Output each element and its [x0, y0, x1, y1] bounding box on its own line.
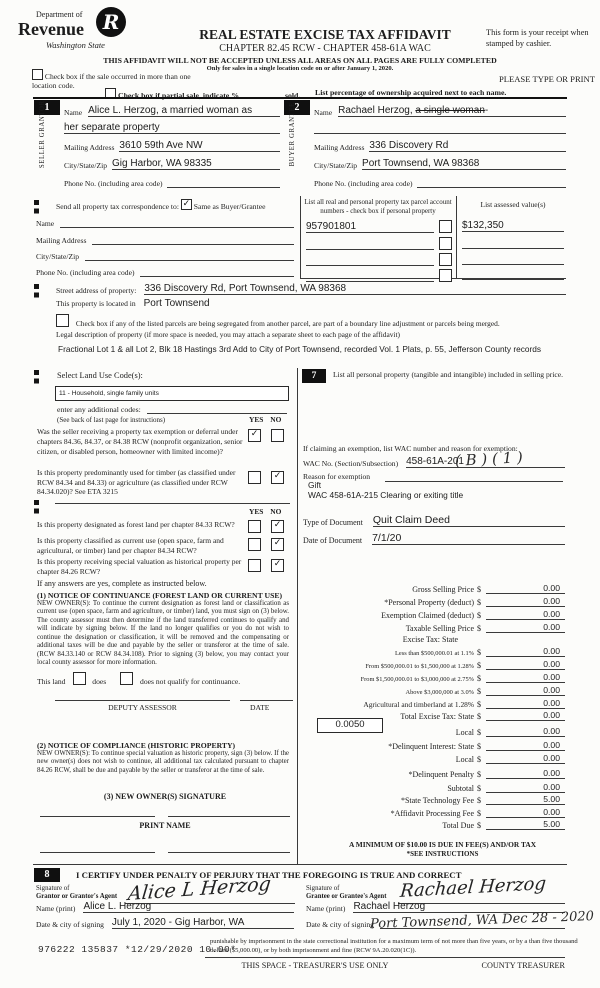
sig-label-line2: Grantor or Grantor's Agent	[36, 893, 118, 901]
street-address-row	[56, 283, 566, 295]
same-as-buyer-checkbox[interactable]	[181, 199, 192, 210]
yes-header-2: YES	[249, 507, 264, 516]
doc-type-field[interactable]: Quit Claim Deed	[373, 514, 565, 527]
q2-no-checkbox[interactable]	[271, 471, 284, 484]
tax-label: Excise Tax: State	[402, 635, 458, 645]
assessor-date-label: DATE	[250, 703, 270, 712]
please-type-label: PLEASE TYPE OR PRINT	[498, 74, 595, 84]
assessed-value-field-4[interactable]	[462, 268, 564, 280]
columns-bottom-divider	[33, 864, 567, 865]
tax-amount: 5.00	[543, 794, 560, 805]
tax-row-total-due: Total Due $ 5.00	[303, 818, 565, 831]
buyer-grantee-side-label: BUYER GRANTEE	[288, 102, 296, 167]
grantee-signature: Rachael Herzog	[399, 873, 547, 902]
tax-amount: 0.00	[543, 671, 560, 682]
buyer-name-dash: -	[484, 105, 489, 116]
grantor-date-field[interactable]: July 1, 2020 - Gig Harbor, WA	[112, 917, 294, 929]
form-subtitle: CHAPTER 82.45 RCW - CHAPTER 458-61A WAC	[219, 43, 431, 54]
tax-row-gross: Gross Selling Price $ 0.00	[303, 581, 565, 594]
tax-row-taxable: Taxable Selling Price $ 0.00	[303, 620, 565, 633]
tax-label: *Affidavit Processing Fee	[390, 808, 474, 818]
ownership-label: List percentage of ownership acquired next to each name.	[315, 88, 507, 97]
doc-date-field[interactable]: 7/1/20	[372, 532, 565, 545]
county-treasurer-label: COUNTY TREASURER	[481, 961, 565, 970]
tax-amount-field[interactable]	[486, 726, 565, 737]
tax-amount-field[interactable]	[486, 740, 565, 751]
notice2-title: (2) NOTICE OF COMPLIANCE (HISTORIC PROPERTY)	[37, 741, 236, 750]
correspondence-phone-field[interactable]	[140, 265, 294, 277]
grantee-date-label: Date & city of signing	[306, 920, 374, 929]
yes-header: YES	[249, 415, 264, 424]
correspondence-name-field[interactable]	[60, 216, 294, 228]
assessed-rows	[462, 214, 564, 280]
question-tax-exemption-boxes	[248, 428, 284, 446]
assessor-date-line[interactable]	[240, 700, 293, 701]
multi-location-label: Check box if the sale occurred in more than one location code.	[32, 72, 191, 91]
tax-row-personal: *Personal Property (deduct) $ 0.00	[303, 594, 565, 607]
seller-city-label: City/State/Zip	[64, 161, 108, 170]
see-back-note: (See back of last page for instructions)	[57, 416, 166, 424]
additional-codes-label: enter any additional codes:	[57, 405, 141, 414]
section-1-number: 1	[34, 100, 60, 115]
tax-amount-field[interactable]	[486, 794, 565, 805]
tax-label: Above $3,000,000 at 3.0%	[405, 688, 474, 696]
seller-city-field[interactable]: Gig Harbor, WA 98335	[112, 158, 280, 170]
seller-phone-field[interactable]	[167, 176, 280, 188]
owner-signature-line-1[interactable]	[40, 816, 155, 817]
print-name-line-2[interactable]	[168, 852, 290, 853]
tax-row-exemption: Exemption Claimed (deduct) $ 0.00	[303, 607, 565, 620]
section-4-marker	[34, 284, 39, 300]
local-rate-box[interactable]: 0.0050	[317, 718, 383, 733]
tax-amount-field[interactable]	[486, 609, 565, 620]
street-address-label: Street address of property:	[56, 286, 137, 295]
buyer-mailing-field[interactable]: 336 Discovery Rd	[369, 140, 566, 152]
tax-amount-field[interactable]	[486, 659, 565, 670]
revenue-logo-icon	[96, 7, 126, 37]
tax-label: Local	[455, 727, 474, 737]
parcel-personal-checkbox-3[interactable]	[439, 253, 452, 266]
does-label: does	[92, 677, 107, 686]
tax-label: Agricultural and timberland at 1.28%	[363, 699, 474, 709]
tax-amount-field[interactable]	[486, 753, 565, 764]
additional-codes-row	[57, 402, 287, 414]
wac-number-field[interactable]: 458-61A-201	[406, 456, 565, 468]
grantor-signature: Alice L Herzog	[127, 872, 272, 906]
tax-amount-field[interactable]	[486, 698, 565, 709]
sold-label: sold.	[284, 91, 301, 100]
logo-state-text: Washington State	[46, 40, 105, 50]
grantee-name-print-label: Name (print)	[306, 904, 346, 913]
tax-amount: 0.00	[543, 608, 560, 619]
penalty-line1: punishable by imprisonment in the state correctional institution for a maximum term of not more than five years, or by a	[210, 938, 528, 945]
tax-amount-field[interactable]	[486, 819, 565, 830]
warning-line: THIS AFFIDAVIT WILL NOT BE ACCEPTED UNLESS ALL AREAS ON ALL PAGES ARE FULLY COMPLETED	[103, 56, 497, 65]
assessed-header: List assessed value(s)	[480, 200, 546, 209]
header-divider	[33, 97, 567, 99]
seller-name-field[interactable]: Alice L. Herzog, a married woman as	[88, 105, 280, 117]
parcel-personal-checkbox-1[interactable]	[439, 220, 452, 233]
print-name-line-1[interactable]	[40, 852, 155, 853]
no-header-2: NO	[270, 507, 282, 516]
parcel-number-field-3[interactable]	[306, 254, 434, 266]
grantor-sig-label	[36, 885, 117, 902]
tax-label: Local	[455, 755, 474, 765]
grantor-name-row	[36, 901, 294, 913]
parcel-number-field-4[interactable]	[306, 270, 434, 282]
owner-signature-line-2[interactable]	[168, 816, 290, 817]
tax-label: From $500,000.01 to $1,500,000 at 1.28%	[365, 662, 474, 670]
tax-amount: 0.00	[543, 595, 560, 606]
tax-amount: 0.00	[543, 645, 560, 656]
buyer-name-label: Name	[314, 108, 333, 117]
located-label: This property is located in	[56, 299, 136, 308]
correspondence-send-row	[56, 199, 265, 211]
reason-line[interactable]	[385, 481, 563, 482]
q4-no-checkbox[interactable]	[271, 538, 284, 551]
q5-yes-checkbox[interactable]	[248, 559, 261, 572]
tax-label: Subtotal	[447, 783, 474, 793]
yes-no-header-1	[249, 415, 281, 424]
segregated-row	[56, 314, 566, 328]
tax-amount-field[interactable]	[486, 583, 565, 594]
tax-label: *Personal Property (deduct)	[384, 597, 474, 607]
claiming-exemption-label: If claiming an exemption, list WAC number and reason for exemption:	[303, 444, 518, 453]
grantor-name-print-label: Name (print)	[36, 904, 76, 913]
no-header: NO	[270, 415, 282, 424]
tax-amount: 0.00	[543, 582, 560, 593]
notice1-title: (1) NOTICE OF CONTINUANCE (FOREST LAND OR CURRENT USE)	[37, 591, 283, 600]
tax-amount: 0.00	[543, 739, 560, 750]
land-use-select-label: Select Land Use Code(s):	[57, 371, 143, 380]
tax-label: Exemption Claimed (deduct)	[381, 610, 474, 620]
excise-tax-table	[303, 581, 565, 830]
q3-yes-checkbox[interactable]	[248, 520, 261, 533]
section-7-header: List all personal property (tangible and intangible) included in selling price.	[333, 370, 564, 379]
tax-label: From $1,500,000.01 to $3,000,000 at 2.75%	[360, 675, 474, 683]
tax-amount: 0.00	[543, 768, 560, 779]
assessed-value-field-2[interactable]	[462, 237, 564, 249]
tax-label: *Delinquent Penalty	[408, 770, 474, 780]
located-row	[56, 298, 210, 309]
tax-amount-field[interactable]	[486, 807, 565, 818]
tax-amount-field[interactable]	[486, 622, 565, 633]
buyer-city-field[interactable]: Port Townsend, WA 98368	[362, 158, 566, 170]
assessed-value-field-1[interactable]: $132,350	[462, 220, 564, 232]
buyer-phone-label: Phone No. (including area code)	[314, 179, 413, 188]
land-use-code-box[interactable]	[55, 386, 289, 401]
tax-row-delinquent-penalty: *Delinquent Penalty $ 0.00	[303, 764, 565, 779]
tax-row-processing-fee: *Affidavit Processing Fee $ 0.00	[303, 805, 565, 818]
buyer-city-label: City/State/Zip	[314, 161, 358, 170]
column-divider	[297, 368, 298, 864]
buyer-name-field[interactable]	[338, 105, 566, 117]
tax-label: *Delinquent Interest: State	[388, 741, 474, 751]
partial-sale-label: Check box if partial sale, indicate %	[117, 91, 240, 100]
land-does-not-checkbox[interactable]	[120, 672, 133, 685]
notice3-title: (3) NEW OWNER(S) SIGNATURE	[103, 792, 227, 801]
q2-yes-checkbox[interactable]	[248, 471, 261, 484]
correspondence-mailing-field[interactable]	[92, 233, 294, 245]
sig-label-line1: Signature of	[36, 885, 70, 892]
grantee-name-field[interactable]: Rachael Herzog	[353, 901, 565, 913]
sig-label-line2: Grantee or Grantee's Agent	[306, 893, 387, 901]
tax-amount: 0.00	[543, 658, 560, 669]
reason-exemption-label: Reason for exemption	[303, 472, 371, 481]
tax-row-delinquent-interest: *Delinquent Interest: State $ 0.00	[303, 737, 565, 751]
tax-row-total-state: Total Excise Tax: State $ 0.00	[303, 709, 565, 722]
tax-label: *State Technology Fee	[400, 796, 474, 806]
tax-amount-field[interactable]	[486, 672, 565, 683]
tax-label: Gross Selling Price	[412, 584, 474, 594]
receipt-note: This form is your receipt when stamped by cashier.	[486, 28, 589, 48]
does-not-label: does not qualify for continuance.	[140, 677, 241, 686]
tax-amount: 0.00	[543, 710, 560, 721]
question-forest-boxes	[248, 519, 284, 537]
parcel-rows	[306, 216, 452, 282]
if-any-yes-note: If any answers are yes, complete as instructed below.	[37, 579, 207, 588]
buyer-name-struck: a single woman	[415, 105, 485, 116]
tax-amount: 5.00	[543, 819, 560, 830]
tax-amount-field[interactable]	[486, 596, 565, 607]
tax-row-excise-header	[303, 633, 565, 645]
question-timber: Is this property predominantly used for timber (as classified under RCW 84.34 and 84.33) or agriculture (as classified under RCW 84.34.020)? See ETA 3215	[37, 468, 236, 497]
form-title: REAL ESTATE EXCISE TAX AFFIDAVIT	[199, 27, 451, 42]
tax-row-tier2: From $500,000.01 to $1,500,000 at 1.28% $ 0.00	[303, 657, 565, 670]
seller-grantor-side-label: SELLER GRANTOR	[38, 100, 46, 169]
reason-value-2[interactable]: WAC 458-61A-215 Clearing or exiting title	[308, 490, 464, 500]
tax-amount-field[interactable]	[486, 768, 565, 779]
grantor-date-row	[36, 917, 294, 929]
parcel-number-field-2[interactable]	[306, 238, 434, 250]
buyer-fields	[314, 101, 566, 188]
logo-revenue-text: Revenue	[18, 19, 84, 39]
tax-row-local: 0.0050 Local $ 0.00	[303, 721, 565, 737]
tax-amount: 0.00	[543, 725, 560, 736]
correspondence-name-label: Name	[36, 219, 55, 228]
parcel-personal-checkbox-2[interactable]	[439, 237, 452, 250]
section-7-number: 7	[302, 369, 326, 383]
section-2-number: 2	[284, 100, 310, 115]
correspondence-city-field[interactable]	[85, 249, 294, 261]
buyer-name-part1: Rachael Herzog,	[338, 105, 413, 116]
section-6-marker	[34, 500, 39, 516]
land-use-code-value: 11 - Household, single family units	[59, 390, 159, 397]
certify-statement: I CERTIFY UNDER PENALTY OF PERJURY THAT THE FOREGOING IS TRUE AND CORRECT	[76, 870, 462, 880]
q1-yes-checkbox[interactable]	[248, 429, 261, 442]
tax-row-agricultural: Agricultural and timberland at 1.28% $ 0.00	[303, 696, 565, 709]
minimum-due-note: A MINIMUM OF $10.00 IS DUE IN FEE(S) AND/OR TAX	[348, 840, 537, 849]
parcel-left-divider	[300, 196, 301, 278]
located-field[interactable]: Port Townsend	[143, 298, 210, 309]
legal-description-label: Legal description of property (if more space is needed, you may attach a separate sheet to each page of the affidavit)	[56, 330, 400, 339]
seller-phone-label: Phone No. (including area code)	[64, 179, 163, 188]
tax-row-tier4: Above $3,000,000 at 3.0% $ 0.00	[303, 683, 565, 696]
tax-label: Less than $500,000.01 at 1.1%	[395, 649, 474, 657]
seller-mailing-field[interactable]: 3610 59th Ave NW	[119, 140, 280, 152]
question-current-use: Is this property classified as current use (open space, farm and agricultural, or timber) land per chapter 84.34 RCW?	[37, 536, 224, 555]
tax-row-tech-fee: *State Technology Fee $ 5.00	[303, 793, 565, 806]
assessed-value-field-3[interactable]	[462, 253, 564, 265]
grantor-name-field[interactable]: Alice L. Herzog	[83, 901, 294, 913]
correspondence-mailing-label: Mailing Address	[36, 236, 87, 245]
doc-date-label: Date of Document	[303, 536, 363, 545]
deputy-assessor-label: DEPUTY ASSESSOR	[108, 703, 177, 712]
notice1-body: NEW OWNER(S): To continue the current designation as forest land or classification as current use (open space, farm and agriculture, or timber) land, you must sign on (3) below. The county assessor must then determine if the land transferred continues to qualify and will indicate by signing below. If the land no longer qualifies or you do not wish to continue the designation or classification, it will be removed and the compensating or additional taxes will be due and payable by the seller or transferor at the time of sale. (RCW 84.33.140 or RCW 84.34.108). Prior to signing (3) below, you may contact your local county assessor for more information.	[37, 600, 289, 667]
deputy-assessor-line[interactable]	[55, 700, 230, 701]
sig-label-line1: Signature of	[306, 885, 340, 892]
additional-codes-field[interactable]	[147, 402, 287, 414]
parcel-header: List all real and personal property tax parcel account numbers - check box if personal property	[304, 198, 452, 215]
tax-amount: 0.00	[543, 781, 560, 792]
buyer-phone-field[interactable]	[417, 176, 566, 188]
wac-number-label: WAC No. (Section/Subsection)	[303, 459, 399, 468]
grantee-date-handwriting: Port Townsend, WA Dec 28 - 2020	[369, 909, 595, 932]
this-land-row	[37, 672, 240, 686]
correspondence-phone-label: Phone No. (including area code)	[36, 268, 135, 277]
parcel-personal-checkbox-4[interactable]	[439, 269, 452, 282]
reason-value-1[interactable]: Gift	[308, 480, 322, 490]
this-land-label: This land	[37, 677, 66, 686]
treasurer-space-label: THIS SPACE - TREASURER'S USE ONLY	[241, 961, 389, 970]
same-as-buyer-label: Same as Buyer/Grantee	[193, 202, 266, 211]
seller-mailing-label: Mailing Address	[64, 143, 115, 152]
correspondence-city-label: City/State/Zip	[36, 252, 80, 261]
tax-label: Total Excise Tax: State	[400, 712, 474, 722]
tax-row-tier1: Less than $500,000.01 at 1.1% $ 0.00	[303, 644, 565, 657]
multi-location-checkbox[interactable]	[32, 69, 43, 80]
question-historic: Is this property receiving special valuation as historical property per chapter 84.26 RCW?	[37, 557, 242, 576]
question-forest-land: Is this property designated as forest land per chapter 84.33 RCW?	[37, 520, 235, 529]
tax-amount-field[interactable]	[486, 646, 565, 657]
tax-amount-field[interactable]	[486, 685, 565, 696]
correspondence-fields	[36, 212, 294, 277]
doc-date-row	[303, 532, 565, 545]
tax-label: Taxable Selling Price	[405, 623, 474, 633]
q3-no-checkbox[interactable]	[271, 520, 284, 533]
tax-row-tier3: From $1,500,000.01 to $3,000,000 at 2.75% $ 0.00	[303, 670, 565, 683]
land-does-checkbox[interactable]	[73, 672, 86, 685]
footer-divider	[205, 957, 565, 958]
seller-fields	[64, 101, 280, 188]
tax-amount-field[interactable]	[486, 710, 565, 721]
tax-amount: 0.00	[543, 684, 560, 695]
print-name-label: PRINT NAME	[139, 821, 191, 830]
single-location-note: Only for sales in a single location code on or after January 1, 2020.	[206, 65, 394, 72]
doc-type-label: Type of Document	[303, 518, 363, 527]
cashier-stamp: 976222 135837 *12/29/2020 10.00*	[38, 944, 237, 955]
q5-no-checkbox[interactable]	[271, 559, 284, 572]
buyer-mailing-label: Mailing Address	[314, 143, 365, 152]
logo-dept-text: Department of	[36, 10, 83, 19]
segregated-checkbox[interactable]	[56, 314, 69, 327]
tax-label: Total Due	[442, 821, 474, 831]
tax-row-subtotal: Subtotal $ 0.00	[303, 779, 565, 793]
grantee-sig-label	[306, 885, 386, 902]
question-current-use-boxes	[248, 537, 284, 555]
question-timber-boxes	[248, 470, 284, 488]
question-divider	[55, 503, 290, 504]
question-tax-exemption: Was the seller receiving a property tax exemption or deferral under chapters 84.36, 84.37, or 84.38 RCW (nonprofit organization, senior citizen, or disabled person, homeowner with limited income)?	[37, 427, 243, 456]
seller-name-label: Name	[64, 108, 83, 117]
logo-glyph: R	[102, 10, 120, 34]
penalty-text	[210, 937, 595, 955]
question-historic-boxes	[248, 558, 284, 576]
notice2-body: NEW OWNER(S): To continue special valuation as historic property, sign (3) below. If the new owner(s) does not wish to continue, all additional tax calculated pursuant to chapter 84.26 RCW, shall be due and payable by the seller or transferor at the time of sale.	[37, 750, 289, 774]
doc-type-row	[303, 514, 565, 527]
wac-row	[303, 456, 565, 468]
yes-no-header-2	[249, 507, 281, 516]
assessed-left-divider	[456, 196, 457, 278]
tax-amount: 0.00	[543, 621, 560, 632]
section-8-number: 8	[34, 868, 60, 882]
penalty-line2: than five thousand dollars ($5,000.00), or by both imprisonment and fine (RCW 9A.20.020(1C)).	[210, 938, 578, 955]
section-5-marker	[34, 370, 39, 386]
legal-description-field[interactable]: Fractional Lot 1 & all Lot 2, Blk 18 Hastings 3rd Add to City of Port Townsend, recorded Vol. 1 Plats, p. 55, Jefferson County records	[58, 344, 542, 354]
street-address-field[interactable]: 336 Discovery Rd, Port Townsend, WA 98368	[144, 283, 566, 295]
wac-handwritten-subsection: ( B ) ( 1 )	[454, 448, 524, 470]
tax-amount: 0.00	[543, 697, 560, 708]
q1-no-checkbox[interactable]	[271, 429, 284, 442]
tax-amount: 0.00	[543, 753, 560, 764]
tax-amount-field[interactable]	[486, 782, 565, 793]
parcel-number-field-1[interactable]: 957901801	[306, 221, 434, 233]
buyer-name-field-line2[interactable]	[314, 122, 566, 134]
segregated-label: Check box if any of the listed parcels are being segregated from another parcel, are part of a boundary line adjustment or parcels being merged.	[75, 319, 500, 328]
correspondence-send-label: Send all property tax correspondence to:	[56, 202, 179, 211]
tax-amount: 0.00	[543, 806, 560, 817]
see-instructions-note: *SEE INSTRUCTIONS	[406, 850, 479, 858]
grantor-date-label: Date & city of signing	[36, 920, 104, 929]
seller-name-field-line2[interactable]: her separate property	[64, 122, 280, 134]
q4-yes-checkbox[interactable]	[248, 538, 261, 551]
tax-row-delinquent-local: Local $ 0.00	[303, 751, 565, 765]
